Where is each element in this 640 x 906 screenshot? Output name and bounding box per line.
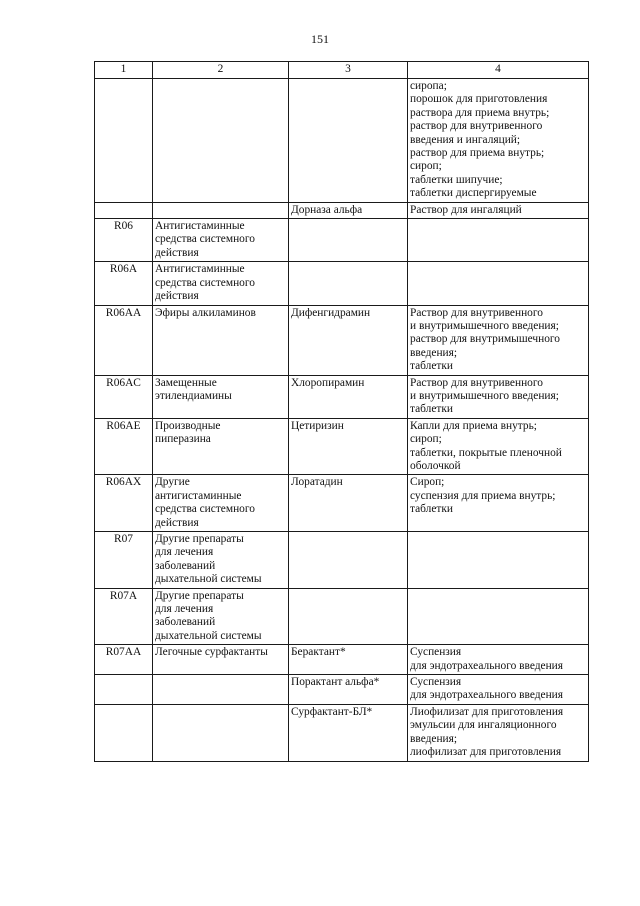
cell-text-line: Сироп; [410, 476, 445, 489]
cell-text-line: таблетки, покрытые пленочной [410, 446, 562, 459]
dosage-forms-cell [408, 262, 589, 305]
cell-text-line: порошок для приготовления [410, 93, 548, 106]
cell-text-line: Дифенгидрамин [291, 306, 371, 319]
atc-code-cell: R06A [95, 262, 153, 305]
cell-text-line: таблетки шипучие; [410, 173, 503, 186]
table-row [95, 645, 589, 675]
atc-code-cell: R07A [95, 588, 153, 645]
drug-name-cell [289, 532, 408, 589]
cell-text-line: Замещенные [155, 376, 217, 389]
dosage-forms-cell [408, 588, 589, 645]
group-name-cell [153, 375, 289, 418]
atc-code-cell [95, 704, 153, 761]
cell-text-line: Легочные сурфактанты [155, 646, 268, 659]
cell-text-line: Другие препараты [155, 533, 244, 545]
cell-text-line: средства системного [155, 276, 255, 289]
table-row [95, 375, 589, 418]
group-name-cell [153, 675, 289, 705]
cell-text-line: Берактант* [291, 646, 346, 659]
cell-text-line: Суспензия [410, 676, 462, 689]
group-name-cell [153, 418, 289, 475]
cell-text-line: этилендиамины [155, 389, 232, 402]
dosage-forms-cell [408, 532, 589, 589]
drug-name-cell [289, 202, 408, 218]
table-row [95, 219, 589, 262]
cell-text-line: Производные [155, 419, 221, 432]
cell-text-line: Лоратадин [291, 476, 343, 489]
cell-text-line: и внутримышечного введения; [410, 389, 559, 402]
table-row [95, 202, 589, 218]
group-name-cell [153, 532, 289, 589]
atc-code-cell: R06AC [95, 375, 153, 418]
cell-text-line: Хлоропирамин [291, 376, 365, 389]
cell-text-line: средства системного [155, 233, 255, 246]
group-name-cell [153, 475, 289, 532]
drug-name-cell [289, 588, 408, 645]
group-name-cell [153, 262, 289, 305]
atc-code-cell: R07AA [95, 645, 153, 675]
table-row [95, 305, 589, 375]
cell-text-line: заболеваний [155, 616, 216, 629]
cell-text-line: таблетки [410, 403, 454, 416]
atc-code-cell: R06AA [95, 305, 153, 375]
table-row [95, 588, 589, 645]
drug-name-cell [289, 475, 408, 532]
table-header-row [95, 62, 589, 79]
group-name-cell [153, 645, 289, 675]
column-header: 1 [95, 62, 153, 79]
cell-text-line: эмульсии для ингаляционного [410, 719, 557, 732]
cell-text-line: введения и ингаляций; [410, 133, 521, 146]
cell-text-line: Другие [155, 476, 190, 489]
table-row [95, 418, 589, 475]
atc-code-cell: R06AE [95, 418, 153, 475]
drug-name-cell [289, 262, 408, 305]
dosage-forms-cell [408, 79, 589, 203]
cell-text-line: суспензия для приема внутрь; [410, 489, 556, 502]
group-name-cell [153, 305, 289, 375]
page-number: 151 [311, 32, 329, 46]
group-name-cell [153, 704, 289, 761]
drug-name-cell [289, 645, 408, 675]
cell-text-line: действия [155, 246, 199, 259]
table-row [95, 704, 589, 761]
group-name-cell [153, 202, 289, 218]
table-body [95, 79, 589, 762]
cell-text-line: оболочкой [410, 459, 461, 472]
cell-text-line: введения; [410, 346, 458, 359]
dosage-forms-cell [408, 305, 589, 375]
cell-text-line: для эндотрахеального введения [410, 659, 563, 672]
table-row [95, 532, 589, 589]
cell-text-line: действия [155, 516, 199, 529]
cell-text-line: Дорназа альфа [291, 203, 363, 216]
table-row [95, 262, 589, 305]
cell-text-line: сиропа; [410, 80, 447, 92]
dosage-forms-cell [408, 418, 589, 475]
cell-text-line: Эфиры алкиламинов [155, 306, 256, 319]
cell-text-line: раствора для приема внутрь; [410, 106, 550, 119]
cell-text-line: раствор для внутривенного [410, 120, 543, 133]
drug-name-cell [289, 675, 408, 705]
cell-text-line: таблетки [410, 503, 454, 516]
drug-name-cell [289, 375, 408, 418]
cell-text-line: Сурфактант-БЛ* [291, 705, 373, 718]
atc-code-cell: R07 [95, 532, 153, 589]
drug-name-cell [289, 219, 408, 262]
cell-text-line: лиофилизат для приготовления [410, 746, 562, 759]
atc-code-cell [95, 675, 153, 705]
cell-text-line: сироп; [410, 160, 442, 173]
dosage-forms-cell [408, 645, 589, 675]
cell-text-line: пиперазина [155, 433, 211, 446]
dosage-forms-cell [408, 219, 589, 262]
atc-code-cell: R06 [95, 219, 153, 262]
drug-name-cell [289, 704, 408, 761]
dosage-forms-cell [408, 375, 589, 418]
cell-text-line: Другие препараты [155, 589, 244, 602]
atc-code-cell [95, 79, 153, 203]
cell-text-line: действия [155, 290, 199, 303]
cell-text-line: раствор для приема внутрь; [410, 147, 545, 160]
drug-name-cell [289, 418, 408, 475]
cell-text-line: таблетки [410, 360, 454, 373]
cell-text-line: дыхательной системы [155, 573, 262, 586]
atc-code-cell [95, 202, 153, 218]
dosage-forms-cell [408, 704, 589, 761]
cell-text-line: средства системного [155, 503, 255, 516]
table-row [95, 675, 589, 705]
cell-text-line: введения; [410, 732, 458, 745]
cell-text-line: заболеваний [155, 559, 216, 572]
cell-text-line: таблетки диспергируемые [410, 187, 537, 200]
cell-text-line: Капли для приема внутрь; [410, 419, 537, 432]
cell-text-line: Порактант альфа* [291, 676, 380, 689]
cell-text-line: для лечения [155, 546, 214, 559]
column-header: 4 [408, 62, 589, 79]
group-name-cell [153, 219, 289, 262]
drug-name-cell [289, 79, 408, 203]
cell-text-line: дыхательной системы [155, 629, 262, 642]
atc-code-cell: R06AX [95, 475, 153, 532]
dosage-forms-cell [408, 475, 589, 532]
cell-text-line: и внутримышечного введения; [410, 319, 559, 332]
cell-text-line: для лечения [155, 603, 214, 616]
group-name-cell [153, 79, 289, 203]
cell-text-line: раствор для внутримышечного [410, 333, 560, 346]
group-name-cell [153, 588, 289, 645]
table-row [95, 79, 589, 203]
dosage-forms-cell [408, 675, 589, 705]
cell-text-line: для эндотрахеального введения [410, 689, 563, 702]
cell-text-line: Цетиризин [291, 419, 344, 432]
cell-text-line: Лиофилизат для приготовления [410, 705, 564, 718]
cell-text-line: Антигистаминные [155, 220, 245, 233]
cell-text-line: сироп; [410, 433, 442, 446]
cell-text-line: Антигистаминные [155, 263, 245, 276]
cell-text-line: антигистаминные [155, 489, 242, 502]
cell-text-line: Суспензия [410, 646, 462, 659]
cell-text-line: Раствор для внутривенного [410, 306, 543, 319]
cell-text-line: Раствор для ингаляций [410, 203, 522, 216]
drug-name-cell [289, 305, 408, 375]
column-header: 2 [153, 62, 289, 79]
cell-text-line: Раствор для внутривенного [410, 376, 543, 389]
column-header: 3 [289, 62, 408, 79]
table-row [95, 475, 589, 532]
dosage-forms-cell [408, 202, 589, 218]
drug-table [94, 61, 589, 762]
